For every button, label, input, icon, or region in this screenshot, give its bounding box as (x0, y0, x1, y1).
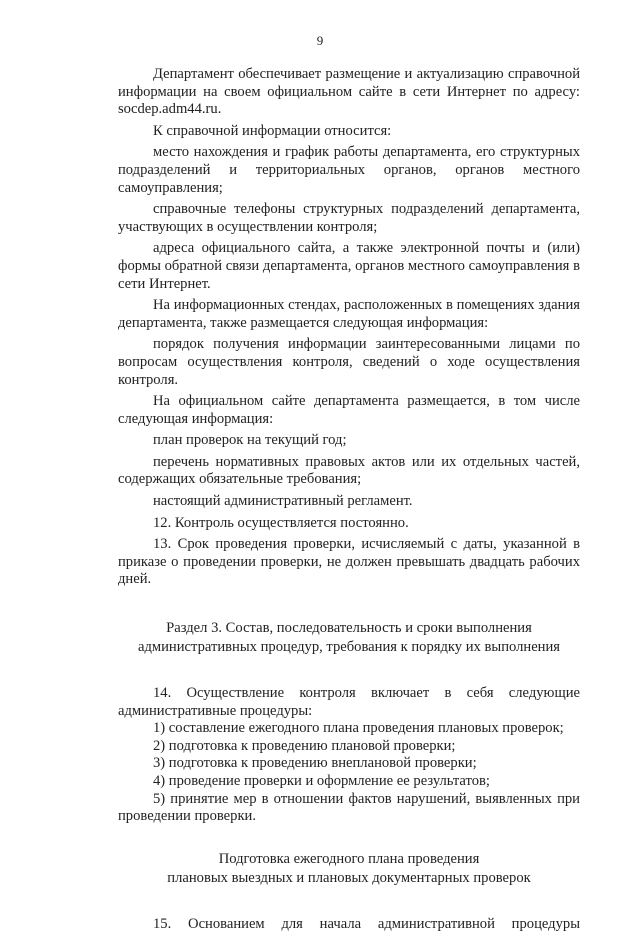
section-heading-line: административных процедур, требования к порядку их выполнения (137, 639, 561, 656)
paragraph: настоящий административный регламент. (153, 493, 413, 510)
section-heading-line: Раздел 3. Состав, последовательность и сроки выполнения (166, 620, 532, 637)
paragraph: справочные телефоны структурных подразделений департамента, участвующих в осуществлении контроля; (118, 201, 580, 235)
paragraph: адреса официального сайта, а также электронной почты и (или) формы обратной связи департамента, органов местного самоуправления в сети Интернет. (118, 240, 580, 292)
paragraph: место нахождения и график работы департамента, его структурных подразделений и территориальных органов, органов местного самоуправления; (118, 144, 580, 196)
subsection-heading-line: Подготовка ежегодного плана проведения (218, 850, 480, 867)
paragraph: 13. Срок проведения проверки, исчисляемый с даты, указанной в приказе о проведении проверки, не должен превышать двадцать рабочих дней. (118, 536, 580, 588)
list-item: 4) проведение проверки и оформление ее результатов; (153, 773, 490, 789)
paragraph: порядок получения информации заинтересованными лицами по вопросам осуществления контроля, сведений о ходе осуществления контроля. (118, 336, 580, 388)
paragraph: На информационных стендах, расположенных в помещениях здания департамента, также размещается следующая информация: (118, 297, 580, 331)
list-item: 5) принятие мер в отношении фактов нарушений, выявленных при проведении проверки. (118, 790, 580, 825)
paragraph: К справочной информации относится: (153, 122, 392, 139)
paragraph: 15. Основанием для начала административной процедуры (153, 915, 580, 932)
subsection-heading (118, 850, 580, 888)
paragraph: На официальном сайте департамента размещается, в том числе следующая информация: (118, 393, 580, 427)
list-item: 2) подготовка к проведению плановой проверки; (153, 737, 456, 754)
document-body (118, 66, 580, 933)
paragraph: 12. Контроль осуществляется постоянно. (153, 514, 409, 531)
paragraph: 14. Осуществление контроля включает в себя следующие административные процедуры: (118, 685, 580, 719)
paragraph: план проверок на текущий год; (153, 432, 347, 449)
paragraph: Департамент обеспечивает размещение и актуализацию справочной информации на своем официальном сайте в сети Интернет по адресу: socdep.adm44.ru. (118, 66, 580, 118)
subsection-heading-line: плановых выездных и плановых документарных проверок (167, 869, 531, 886)
section-heading (118, 619, 580, 657)
list-item: 1) составление ежегодного плана проведения плановых проверок; (153, 720, 564, 737)
page-number: 9 (316, 33, 324, 48)
list-item: 3) подготовка к проведению внеплановой проверки; (153, 755, 477, 772)
paragraph: перечень нормативных правовых актов или их отдельных частей, содержащих обязательные требования; (118, 453, 580, 488)
